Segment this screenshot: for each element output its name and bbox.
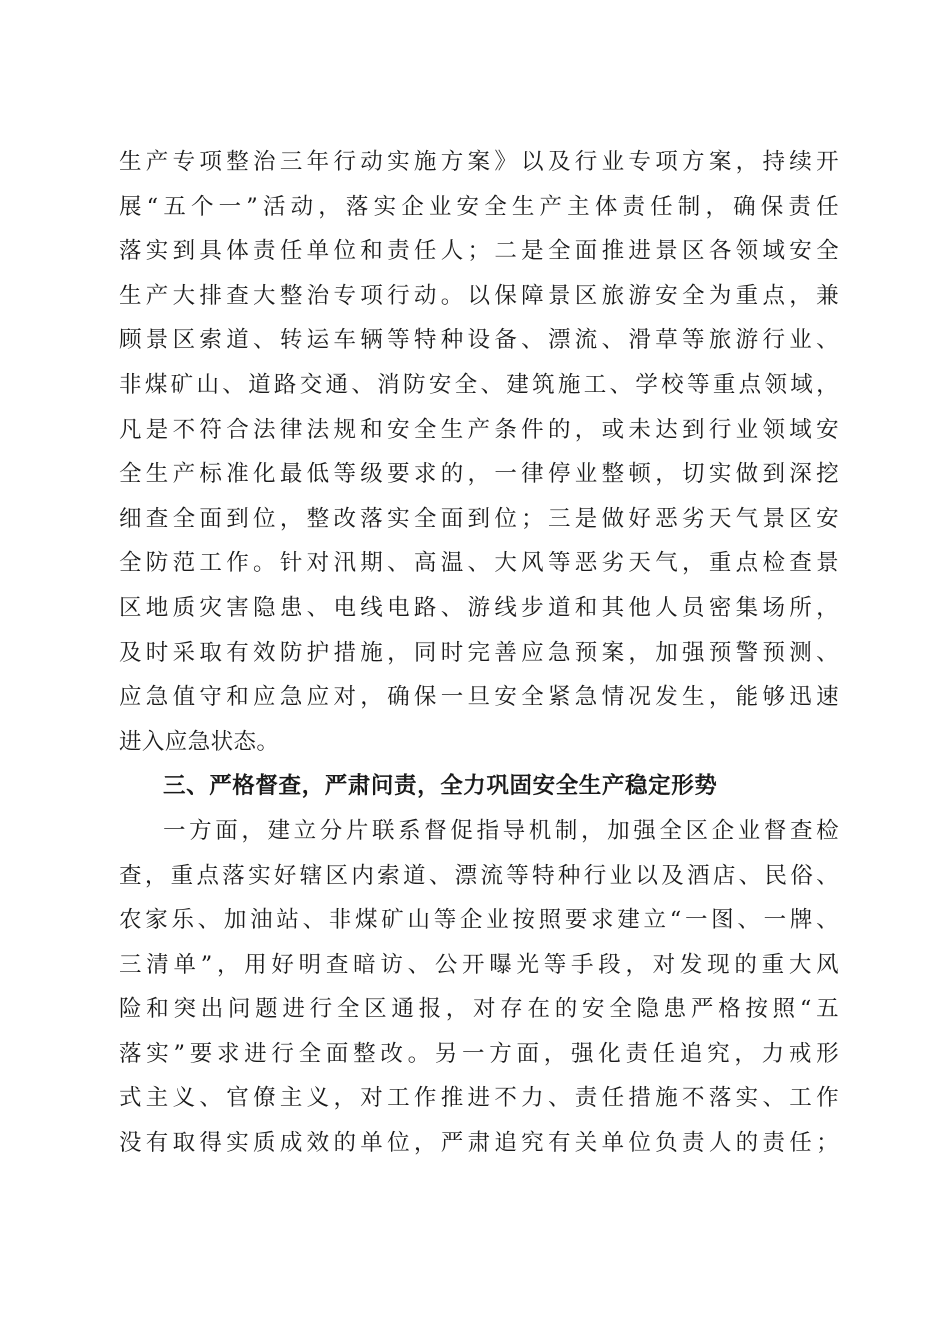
paragraph-line: 细查全面到位，整改落实全面到位；三是做好恶劣天气景区安	[119, 505, 839, 532]
paragraph-line: 式主义、官僚主义，对工作推进不力、责任措施不落实、工作	[119, 1085, 839, 1112]
paragraph-line: 查，重点落实好辖区内索道、漂流等特种行业以及酒店、民俗、	[119, 862, 839, 889]
document-body	[119, 140, 839, 1166]
paragraph-line: 应急值守和应急应对，确保一旦安全紧急情况发生，能够迅速	[119, 684, 839, 711]
paragraph-line: 一方面，建立分片联系督促指导机制，加强全区企业督查检	[163, 817, 839, 844]
paragraph-line: 及时采取有效防护措施，同时完善应急预案，加强预警预测、	[119, 639, 839, 666]
paragraph-line: 展“五个一”活动，落实企业安全生产主体责任制，确保责任	[119, 193, 839, 220]
paragraph-line: 三清单”，用好明查暗访、公开曝光等手段，对发现的重大风	[119, 951, 839, 978]
paragraph-line: 凡是不符合法律法规和安全生产条件的，或未达到行业领域安	[119, 416, 839, 443]
paragraph-line: 落实到具体责任单位和责任人；二是全面推进景区各领域安全	[119, 238, 839, 265]
paragraph-line: 农家乐、加油站、非煤矿山等企业按照要求建立“一图、一牌、	[119, 907, 839, 934]
paragraph-line: 区地质灾害隐患、电线电路、游线步道和其他人员密集场所，	[119, 594, 839, 621]
paragraph-line: 顾景区索道、转运车辆等特种设备、漂流、滑草等旅游行业、	[119, 327, 839, 354]
paragraph-line: 生产专项整治三年行动实施方案》以及行业专项方案，持续开	[119, 149, 839, 175]
paragraph-line: 没有取得实质成效的单位，严肃追究有关单位负责人的责任；	[119, 1130, 839, 1157]
section-heading: 三、严格督查，严肃问责，全力巩固安全生产稳定形势	[163, 773, 718, 800]
paragraph-line: 全生产标准化最低等级要求的，一律停业整顿，切实做到深挖	[119, 461, 839, 488]
paragraph-line: 进入应急状态。	[119, 728, 280, 755]
paragraph-line: 非煤矿山、道路交通、消防安全、建筑施工、学校等重点领域，	[119, 371, 839, 398]
paragraph-line: 险和突出问题进行全区通报，对存在的安全隐患严格按照“五	[119, 996, 839, 1023]
paragraph-line: 生产大排查大整治专项行动。以保障景区旅游安全为重点，兼	[119, 282, 839, 309]
paragraph-line: 落实”要求进行全面整改。另一方面，强化责任追究，力戒形	[119, 1040, 839, 1067]
paragraph-line: 全防范工作。针对汛期、高温、大风等恶劣天气，重点检查景	[119, 550, 839, 577]
